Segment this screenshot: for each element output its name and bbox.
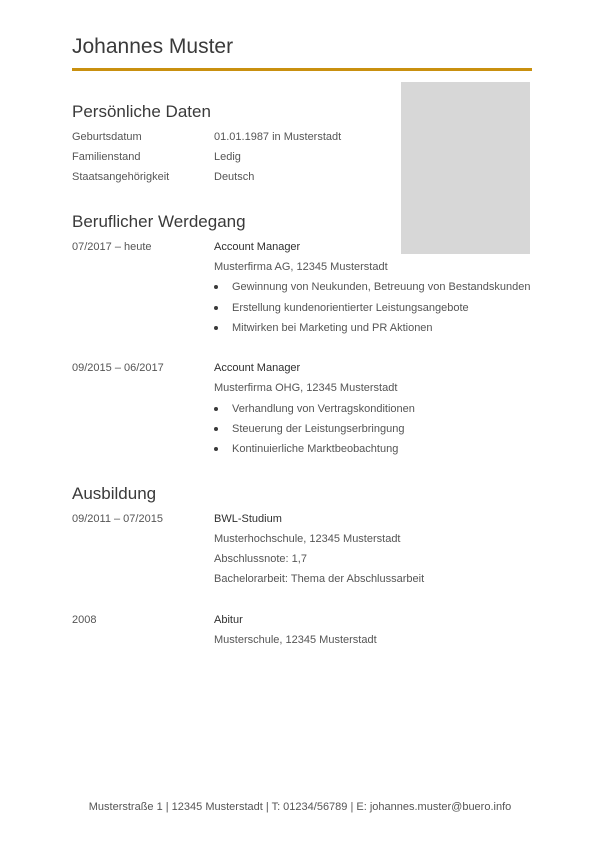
value-marital-status: Ledig [214, 151, 241, 163]
career-position: Account Manager [214, 362, 301, 374]
bullet-dot-icon [214, 427, 218, 431]
education-period: 09/2011 – 07/2015 [72, 513, 163, 525]
bullet-dot-icon [214, 407, 218, 411]
career-bullet-text: Verhandlung von Vertragskonditionen [232, 403, 415, 415]
label-marital-status: Familienstand [72, 151, 141, 163]
career-position: Account Manager [214, 241, 301, 253]
career-period: 09/2015 – 06/2017 [72, 362, 164, 374]
photo-placeholder [401, 82, 530, 254]
label-nationality: Staatsangehörigkeit [72, 171, 170, 183]
candidate-name: Johannes Muster [72, 35, 234, 58]
education-period: 2008 [72, 614, 97, 626]
career-bullet-text: Kontinuierliche Marktbeobachtung [232, 443, 399, 455]
bullet-dot-icon [214, 306, 218, 310]
education-degree: Abitur [214, 614, 243, 626]
section-title-career: Beruflicher Werdegang [72, 212, 246, 231]
section-title-education: Ausbildung [72, 484, 157, 503]
career-period: 07/2017 – heute [72, 241, 152, 253]
section-title-personal: Persönliche Daten [72, 102, 211, 121]
bullet-dot-icon [214, 285, 218, 289]
career-bullet-text: Erstellung kundenorientierter Leistungsangebote [232, 302, 469, 314]
education-detail: Musterschule, 12345 Musterstadt [214, 634, 377, 646]
education-detail: Bachelorarbeit: Thema der Abschlussarbeit [214, 573, 425, 585]
career-bullet-text: Gewinnung von Neukunden, Betreuung von Bestandskunden [232, 281, 531, 293]
bullet-dot-icon [214, 326, 218, 330]
education-degree: BWL-Studium [214, 513, 282, 525]
career-bullet-text: Mitwirken bei Marketing und PR Aktionen [232, 322, 433, 334]
bullet-dot-icon [214, 447, 218, 451]
career-company: Musterfirma AG, 12345 Musterstadt [214, 261, 388, 273]
footer-contact: Musterstraße 1 | 12345 Musterstadt | T: 01234/56789 | E: johannes.muster@buero.info [88, 801, 512, 813]
career-bullet-text: Steuerung der Leistungserbringung [232, 423, 405, 435]
education-detail: Abschlussnote: 1,7 [214, 553, 307, 565]
education-detail: Musterhochschule, 12345 Musterstadt [214, 533, 401, 545]
career-company: Musterfirma OHG, 12345 Musterstadt [214, 382, 398, 394]
label-birthdate: Geburtsdatum [72, 131, 142, 143]
value-nationality: Deutsch [214, 171, 255, 183]
value-birthdate: 01.01.1987 in Musterstadt [214, 131, 342, 143]
header-divider [72, 68, 532, 71]
